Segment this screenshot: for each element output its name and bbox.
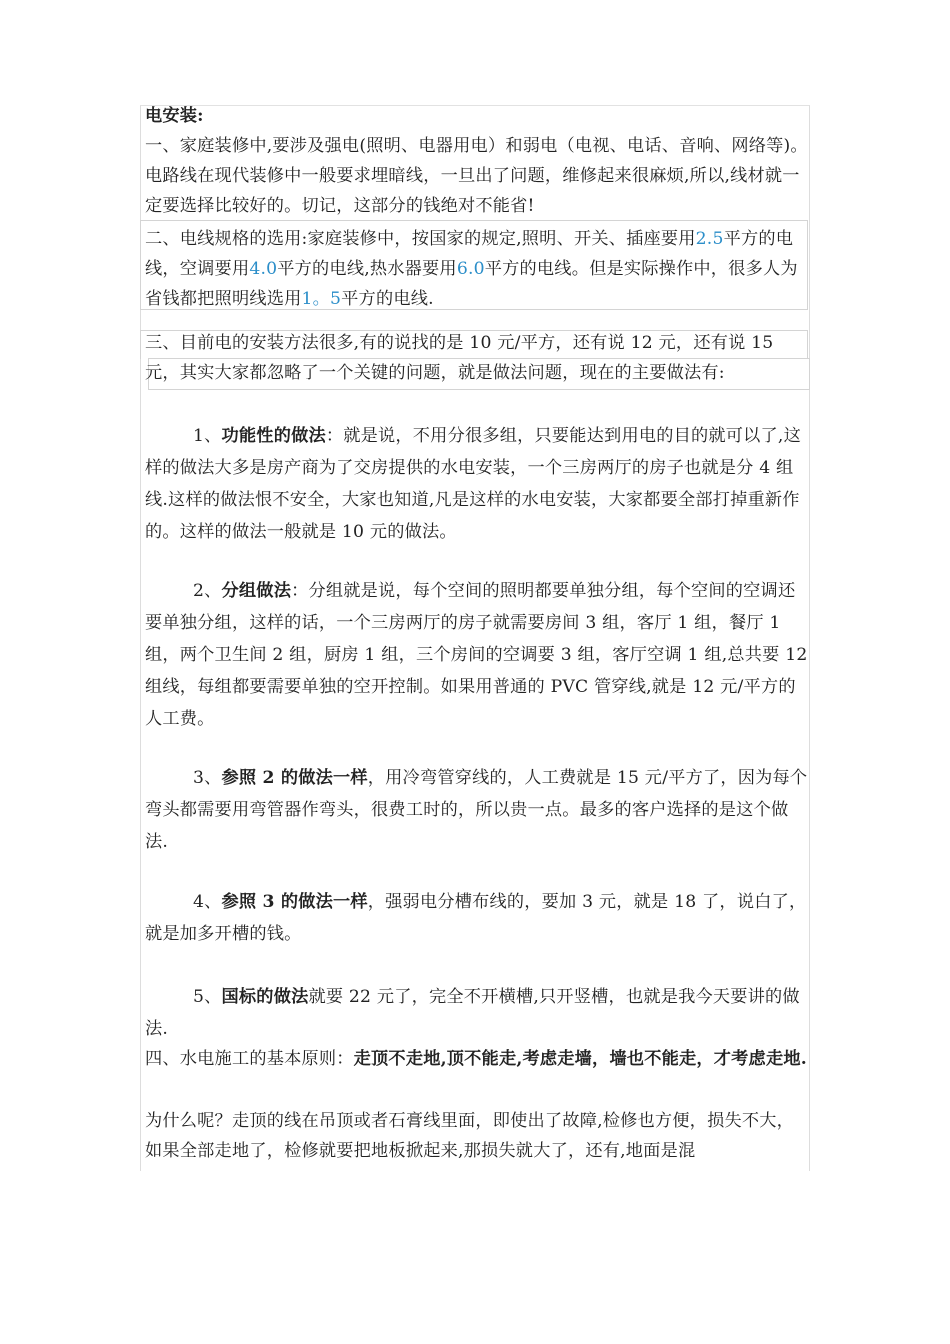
text-segment: 平方的电线，空调要用 bbox=[145, 229, 794, 279]
method-item bbox=[145, 981, 808, 1045]
section-title: 电安装: bbox=[145, 106, 204, 126]
paragraph-wire-spec bbox=[145, 224, 808, 314]
principle-bold-text: 走顶不走地,顶不能走,考虑走墙，墙也不能走，才考虑走地. bbox=[353, 1049, 807, 1069]
text-segment: 平方的电线. bbox=[341, 289, 434, 309]
method-title: 参照 3 的做法一样 bbox=[221, 892, 368, 912]
wire-size-value: 4.0 bbox=[249, 259, 278, 279]
paragraph-reasoning: 为什么呢？走顶的线在吊顶或者石膏线里面，即使出了故障,检修也方便，损失不大，如果全部走地了，检修就要把地板掀起来,那损失就大了，还有,地面是混 bbox=[145, 1111, 795, 1161]
paragraph-principles bbox=[145, 1044, 808, 1074]
method-text: ：分组就是说，每个空间的照明都要单独分组，每个空间的空调还要单独分组，这样的话，一个三房两厅的房子就需要房间 3 组，客厅 1 组，餐厅 1 组，两个卫生间 2 组，厨房 1 组，三个房间的空调要 3 组，客厅空调 1 组,总共要 12 组线，每组都要需要单独的空开控制。如果用普通的 PVC 管穿线,就是 12 元/平方的人工费。 bbox=[145, 581, 808, 729]
text-segment: 四、水电施工的基本原则： bbox=[145, 1049, 354, 1069]
text-segment: 平方的电线。但是实际操作中，很多人为省钱都把照明线选用 bbox=[145, 259, 798, 309]
wire-size-value: 2.5 bbox=[695, 229, 724, 249]
method-title: 国标的做法 bbox=[221, 987, 309, 1007]
method-title: 分组做法 bbox=[221, 581, 292, 601]
method-number: 5、 bbox=[193, 987, 222, 1007]
wire-size-value: 1。5 bbox=[301, 289, 342, 309]
method-text: ，用冷弯管穿线的，人工费就是 15 元/平方了，因为每个弯头都需要用弯管器作弯头，很费工时的，所以贵一点。最多的客户选择的是这个做法. bbox=[145, 768, 808, 852]
method-number: 3、 bbox=[193, 768, 222, 788]
method-number: 4、 bbox=[193, 892, 222, 912]
method-item bbox=[145, 762, 808, 858]
text-segment: 平方的电线,热水器要用 bbox=[277, 259, 457, 279]
method-item bbox=[145, 886, 808, 950]
method-title: 功能性的做法 bbox=[221, 426, 326, 446]
paragraph-methods-intro: 三、目前电的安装方法很多,有的说找的是 10 元/平方，还有说 12 元，还有说 15 元，其实大家都忽略了一个关键的问题，就是做法问题，现在的主要做法有: bbox=[145, 333, 774, 383]
method-item bbox=[145, 420, 808, 548]
method-text: 就要 22 元了，完全不开横槽,只开竖槽，也就是我今天要讲的做法. bbox=[145, 987, 800, 1039]
section-electrical-intro bbox=[145, 101, 808, 221]
method-text: ，强弱电分槽布线的，要加 3 元，就是 18 了，说白了，就是加多开槽的钱。 bbox=[145, 892, 807, 944]
method-item bbox=[145, 575, 808, 735]
method-number: 1、 bbox=[193, 426, 222, 446]
wire-size-value: 6.0 bbox=[456, 259, 485, 279]
text-segment: 二、电线规格的选用:家庭装修中，按国家的规定,照明、开关、插座要用 bbox=[145, 229, 696, 249]
paragraph-one: 一、家庭装修中,要涉及强电(照明、电器用电）和弱电（电视、电话、音响、网络等)。电路线在现代装修中一般要求埋暗线，一旦出了问题，维修起来很麻烦,所以,线材就一定要选择比较好的。切记，这部分的钱绝对不能省! bbox=[145, 136, 808, 216]
method-number: 2、 bbox=[193, 581, 222, 601]
method-text: ：就是说，不用分很多组，只要能达到用电的目的就可以了,这样的做法大多是房产商为了交房提供的水电安装，一个三房两厅的房子也就是分 4 组线.这样的做法恨不安全，大家也知道,凡是这样的水电安装，大家都要全部打掉重新作的。这样的做法一般就是 10 元的做法。 bbox=[145, 426, 801, 542]
method-title: 参照 2 的做法一样 bbox=[221, 768, 368, 788]
